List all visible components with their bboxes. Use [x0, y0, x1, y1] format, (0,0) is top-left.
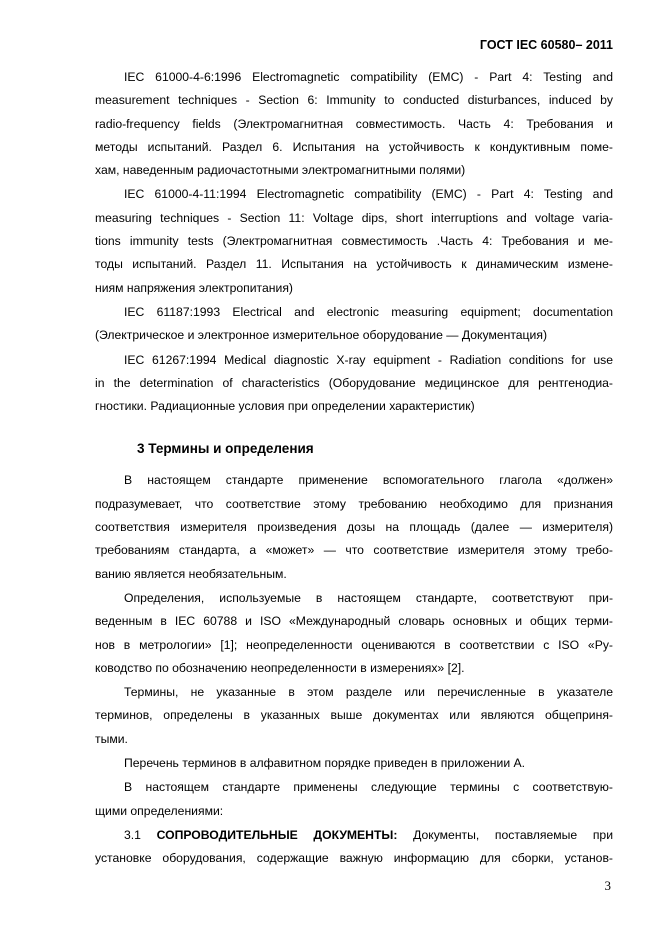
term-text: Документы, поставляемые при	[413, 827, 614, 842]
reference-entry	[95, 66, 613, 182]
text-line: tions immunity tests (Электромагнитная совместимость .Часть 4: Требования и ме-	[95, 234, 613, 249]
section-paragraph	[95, 587, 613, 680]
text-line: гностики. Радиационные условия при определении характеристик)	[95, 399, 475, 414]
text-line: measurement techniques - Section 6: Immunity to conducted disturbances, induced by	[95, 93, 613, 108]
term-name: СОПРОВОДИТЕЛЬНЫЕ ДОКУМЕНТЫ:	[156, 827, 398, 842]
reference-entry	[95, 183, 613, 299]
text-line: Определения, используемые в настоящем стандарте, соответствуют при-	[124, 590, 613, 605]
text-line: IEC 61000-4-11:1994 Electromagnetic compatibility (EMC) - Part 4: Testing and	[124, 187, 613, 202]
text-line: требованиям стандарта, а «может» — что соответствие измерителя этому требо-	[95, 543, 613, 558]
text-line: (Электрическое и электронное измерительное оборудование — Документация)	[95, 328, 548, 343]
text-line: веденным в IEC 60788 и ISO «Международный словарь основных и общих терми-	[95, 614, 613, 629]
section-heading: 3 Термины и определения	[137, 441, 314, 457]
text-line: Термины, не указанные в этом разделе или перечисленные в указателе	[124, 685, 613, 700]
text-line: нов в метрологии» [1]; неопределенности оцениваются в соответствии с ISO «Ру-	[95, 637, 613, 652]
text-line: measuring techniques - Section 11: Voltage dips, short interruptions and voltage varia-	[95, 210, 613, 225]
section-body	[95, 469, 613, 822]
text-line: radio-frequency fields (Электромагнитная совместимость. Часть 4: Требования и	[95, 116, 613, 131]
text-line: хам, наведенным радиочастотными электромагнитными полями)	[95, 163, 466, 178]
term-line-1	[95, 824, 613, 847]
text-line: тыми.	[95, 731, 128, 746]
reference-entry	[95, 349, 613, 419]
term-line-2: установке оборудования, содержащие важную информацию для сборки, установ-	[95, 851, 613, 866]
section-paragraph	[95, 776, 613, 823]
text-line: in the determination of characteristics (Оборудование медицинское для рентгенодиа-	[95, 375, 613, 390]
text-line: щими определениями:	[95, 803, 224, 818]
text-line: В настоящем стандарте применение вспомогательного глагола «должен»	[124, 473, 613, 488]
term-number: 3.1	[124, 827, 141, 842]
text-line: ниям напряжения электропитания)	[95, 280, 293, 295]
term-definition-3-1	[95, 824, 613, 871]
section-paragraph	[95, 469, 613, 585]
text-line: терминов, определены в указанных выше документах или являются общеприня-	[95, 708, 613, 723]
text-line: IEC 61267:1994 Medical diagnostic X-ray equipment - Radiation conditions for use	[124, 352, 613, 367]
page-content	[95, 66, 613, 872]
document-header: ГОСТ IEC 60580– 2011	[479, 38, 613, 52]
page-number: 3	[604, 878, 611, 893]
text-line: ванию является необязательным.	[95, 566, 287, 581]
text-line: В настоящем стандарте применены следующие термины с соответствую-	[124, 780, 613, 795]
section-paragraph	[95, 752, 613, 775]
section-paragraph	[95, 681, 613, 751]
text-line: подразумевает, что соответствие этому требованию необходимо для признания	[95, 496, 613, 511]
text-line: IEC 61000-4-6:1996 Electromagnetic compatibility (EMC) - Part 4: Testing and	[124, 70, 613, 84]
text-line: ководство по обозначению неопределенности в измерениях» [2].	[95, 660, 465, 675]
references-list	[95, 66, 613, 418]
text-line: методы испытаний. Раздел 6. Испытания на устойчивость к кондуктивным поме-	[95, 139, 613, 154]
text-line: IEC 61187:1993 Electrical and electronic measuring equipment; documentation	[124, 304, 613, 319]
text-line: тоды испытаний. Раздел 11. Испытания на устойчивость к динамическим измене-	[95, 257, 613, 272]
reference-entry	[95, 301, 613, 348]
text-line: соответствия измерителя произведения дозы на площадь (далее — измерителя)	[95, 520, 613, 535]
text-line: Перечень терминов в алфавитном порядке приведен в приложении А.	[124, 756, 526, 771]
